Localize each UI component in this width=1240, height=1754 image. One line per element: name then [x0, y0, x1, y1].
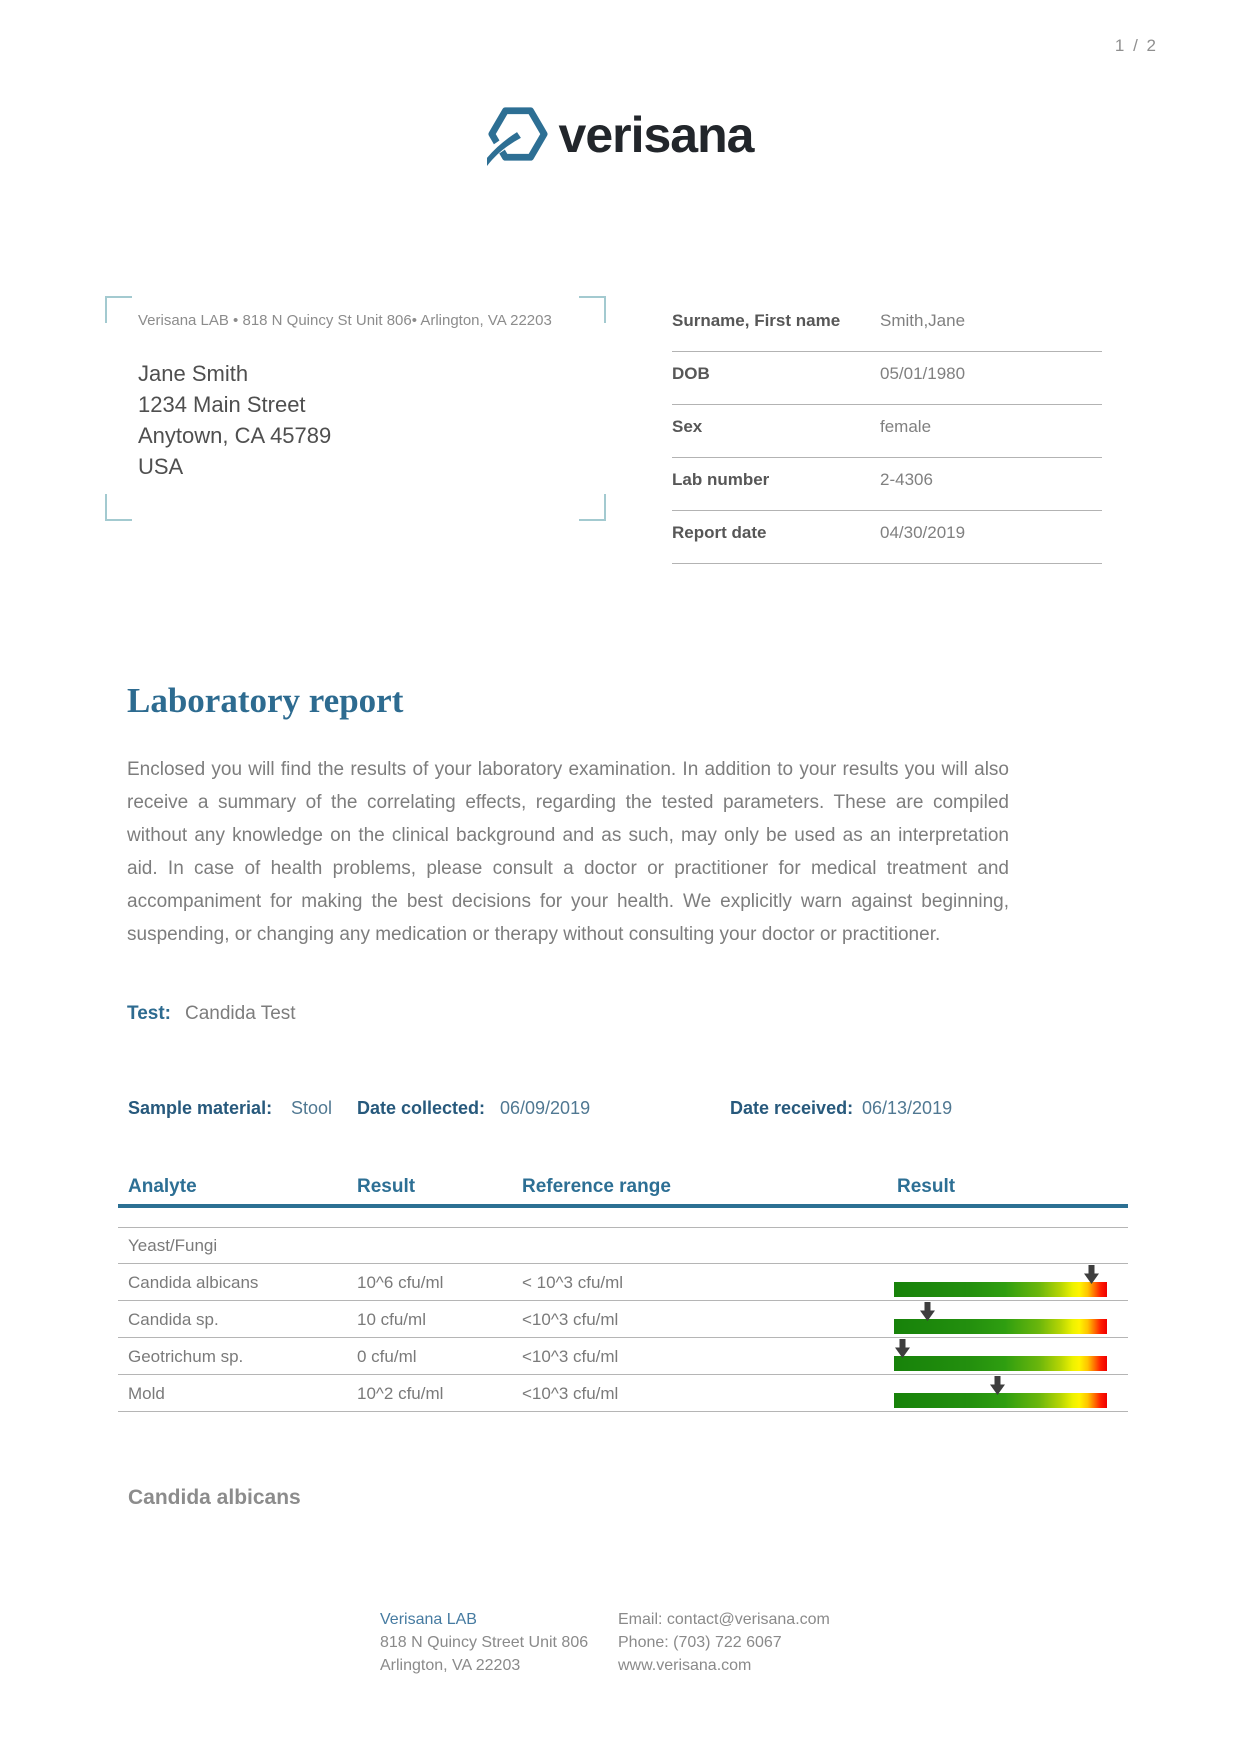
analyte-cell: Mold — [128, 1384, 165, 1403]
result-cell: 10 cfu/ml — [357, 1310, 426, 1329]
patient-info-value: female — [880, 417, 932, 436]
result-bar-zone — [894, 1264, 1107, 1300]
sample-material-label: Sample material: — [128, 1098, 273, 1118]
header-result-bar: Result — [897, 1176, 956, 1197]
date-received-value: 06/13/2019 — [862, 1098, 953, 1118]
patient-info-row — [672, 299, 1102, 352]
window-corner-bottom-right-icon — [579, 494, 606, 521]
result-cell: 0 cfu/ml — [357, 1347, 417, 1366]
patient-info-table — [672, 299, 1102, 564]
result-marker-arrow-icon — [895, 1339, 910, 1358]
results-table — [118, 1168, 1128, 1412]
patient-info-row — [672, 458, 1102, 511]
date-received-label: Date received: — [730, 1098, 854, 1118]
table-row — [118, 1301, 1128, 1338]
test-line — [127, 1003, 296, 1025]
patient-info-label: DOB — [672, 364, 710, 383]
footer-city: Arlington, VA 22203 — [380, 1657, 521, 1674]
reference-range-cell: <10^3 cfu/ml — [522, 1347, 619, 1366]
window-corner-top-right-icon — [579, 296, 606, 323]
recipient-name: Jane Smith — [138, 361, 249, 386]
footer-address-block — [380, 1608, 588, 1677]
recipient-country: USA — [138, 454, 184, 479]
result-gradient-bar — [894, 1282, 1107, 1297]
footer-phone: Phone: (703) 722 6067 — [618, 1634, 782, 1651]
results-table-header — [118, 1168, 1128, 1208]
patient-info-value: 05/01/1980 — [880, 364, 966, 383]
reference-range-cell: <10^3 cfu/ml — [522, 1310, 619, 1329]
table-section-row — [118, 1228, 1128, 1264]
result-gradient-bar — [894, 1356, 1107, 1371]
analyte-cell: Candida sp. — [128, 1310, 219, 1329]
result-marker-arrow-icon — [920, 1302, 935, 1321]
footer-email: Email: contact@verisana.com — [618, 1611, 830, 1628]
page-number: 1 / 2 — [1114, 36, 1158, 55]
result-bar-zone — [894, 1338, 1107, 1374]
report-title: Laboratory report — [127, 681, 404, 720]
test-value: Candida Test — [184, 1003, 296, 1024]
result-bar-zone — [894, 1301, 1107, 1337]
test-label: Test: — [127, 1003, 171, 1024]
header-analyte: Analyte — [128, 1176, 197, 1197]
patient-info-label: Report date — [672, 523, 767, 542]
table-gap-row — [118, 1208, 1128, 1228]
patient-info-label: Surname, First name — [672, 311, 841, 330]
analyte-cell: Geotrichum sp. — [128, 1347, 244, 1366]
recipient-city: Anytown, CA 45789 — [138, 423, 332, 448]
patient-info-row — [672, 511, 1102, 564]
date-collected-value: 06/09/2019 — [500, 1098, 591, 1118]
report-intro-paragraph: Enclosed you will find the results of your laboratory examination. In addition to your results you will also receive a summary of the correlating effects, regarding the tested parameters. These are compiled without any knowledge on the clinical background and as such, may only be used as an interpretation aid. In case of health problems, please consult a doctor or practitioner for medical treatment and accompaniment for making the best decisions for your health. We explicitly warn against beginning, suspending, or changing any medication or therapy without consulting your doctor or practitioner. — [127, 759, 1009, 945]
window-corner-top-left-icon — [105, 296, 132, 323]
reference-range-cell: < 10^3 cfu/ml — [522, 1273, 624, 1292]
result-cell: 10^2 cfu/ml — [357, 1384, 444, 1403]
patient-info-value: 04/30/2019 — [880, 523, 966, 542]
recipient-address — [138, 358, 331, 482]
footer-contact-block — [618, 1608, 830, 1677]
table-row — [118, 1375, 1128, 1412]
result-bar-zone — [894, 1375, 1107, 1411]
reference-range-cell: <10^3 cfu/ml — [522, 1384, 619, 1403]
footer-website: www.verisana.com — [618, 1657, 752, 1674]
table-row — [118, 1338, 1128, 1375]
sample-material-value: Stool — [291, 1098, 333, 1118]
patient-info-row — [672, 352, 1102, 405]
sender-address-line: Verisana LAB • 818 N Quincy St Unit 806• Arlington, VA 22203 — [138, 312, 552, 329]
analyte-cell: Candida albicans — [128, 1273, 259, 1292]
patient-info-label: Sex — [672, 417, 703, 436]
result-marker-arrow-icon — [990, 1376, 1005, 1395]
sample-info-line — [0, 1098, 1240, 1128]
patient-info-value: Smith,Jane — [880, 311, 966, 330]
result-cell: 10^6 cfu/ml — [357, 1273, 444, 1292]
analyte-section-heading: Candida albicans — [128, 1486, 301, 1509]
verisana-logo-icon — [487, 104, 549, 171]
page-footer — [0, 1608, 1240, 1688]
date-collected-label: Date collected: — [357, 1098, 486, 1118]
patient-info-row — [672, 405, 1102, 458]
footer-lab-name: Verisana LAB — [380, 1611, 477, 1628]
window-corner-bottom-left-icon — [105, 494, 132, 521]
table-row — [118, 1264, 1128, 1301]
result-gradient-bar — [894, 1393, 1107, 1408]
patient-info-value: 2-4306 — [880, 470, 933, 489]
header-reference-range: Reference range — [522, 1176, 671, 1197]
result-gradient-bar — [894, 1319, 1107, 1334]
result-marker-arrow-icon — [1084, 1265, 1099, 1284]
verisana-logo — [0, 104, 1240, 171]
header-result: Result — [357, 1176, 416, 1197]
recipient-street: 1234 Main Street — [138, 392, 306, 417]
patient-info-label: Lab number — [672, 470, 770, 489]
section-label: Yeast/Fungi — [128, 1236, 218, 1255]
verisana-logo-text: verisana — [558, 106, 754, 163]
footer-street: 818 N Quincy Street Unit 806 — [380, 1634, 589, 1651]
